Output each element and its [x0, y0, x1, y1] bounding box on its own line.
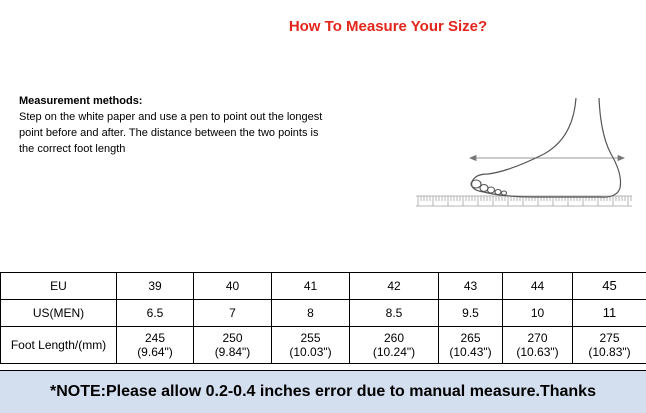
table-cell — [350, 327, 439, 364]
method-line: the correct foot length — [19, 143, 126, 155]
cell-mm: 270 — [527, 331, 548, 345]
table-cell: 44 — [503, 273, 573, 300]
toes-icon — [471, 180, 507, 195]
foot-outline-icon — [472, 98, 621, 197]
table-cell: 41 — [272, 273, 350, 300]
cell-inch: (10.03") — [289, 345, 332, 359]
table-cell: 8 — [272, 300, 350, 327]
cell-inch: (9.84") — [214, 345, 251, 359]
method-heading: Measurement methods: — [19, 95, 143, 107]
table-cell — [272, 327, 350, 364]
table-cell: 7 — [194, 300, 272, 327]
note-banner: *NOTE:Please allow 0.2-0.4 inches error due to manual measure.Thanks — [0, 370, 646, 413]
cell-mm: 245 — [144, 331, 166, 345]
table-cell: 43 — [439, 273, 503, 300]
table-cell: 9.5 — [439, 300, 503, 327]
table-cell: 42 — [350, 273, 439, 300]
measure-arrow-icon — [470, 156, 624, 161]
method-line: point before and after. The distance between the two points is — [19, 127, 319, 139]
table-cell — [194, 327, 272, 364]
cell-mm: 265 — [460, 331, 481, 345]
cell-value: 45 — [602, 278, 617, 293]
table-cell — [573, 300, 646, 327]
table-cell — [503, 327, 573, 364]
foot-measurement-icon — [414, 96, 634, 216]
method-line: Step on the white paper and use a pen to point out the longest — [19, 111, 323, 123]
table-cell: 40 — [194, 273, 272, 300]
size-chart-table — [0, 272, 646, 364]
table-row-us — [1, 300, 646, 327]
table-cell: 39 — [117, 273, 194, 300]
table-cell — [573, 327, 646, 364]
cell-mm: 275 — [599, 331, 620, 345]
table-cell: 6.5 — [117, 300, 194, 327]
table-row-foot-length — [1, 327, 646, 364]
table-cell — [439, 327, 503, 364]
cell-value: 11 — [602, 305, 617, 320]
table-cell — [573, 273, 646, 300]
table-row-eu — [1, 273, 646, 300]
row-label: EU — [1, 273, 117, 300]
row-label: US(MEN) — [1, 300, 117, 327]
cell-inch: (10.83") — [588, 345, 631, 359]
cell-mm: 250 — [222, 331, 243, 345]
cell-mm: 255 — [300, 331, 321, 345]
table-cell — [117, 327, 194, 364]
cell-inch: (9.64") — [137, 345, 173, 359]
cell-mm: 260 — [383, 331, 405, 345]
cell-inch: (10.43") — [449, 345, 492, 359]
method-description — [19, 109, 369, 157]
table-cell: 10 — [503, 300, 573, 327]
page-title: How To Measure Your Size? — [288, 18, 488, 35]
cell-inch: (10.63") — [516, 345, 559, 359]
table-cell: 8.5 — [350, 300, 439, 327]
row-label: Foot Length/(mm) — [1, 327, 117, 364]
cell-inch: (10.24") — [372, 345, 416, 359]
